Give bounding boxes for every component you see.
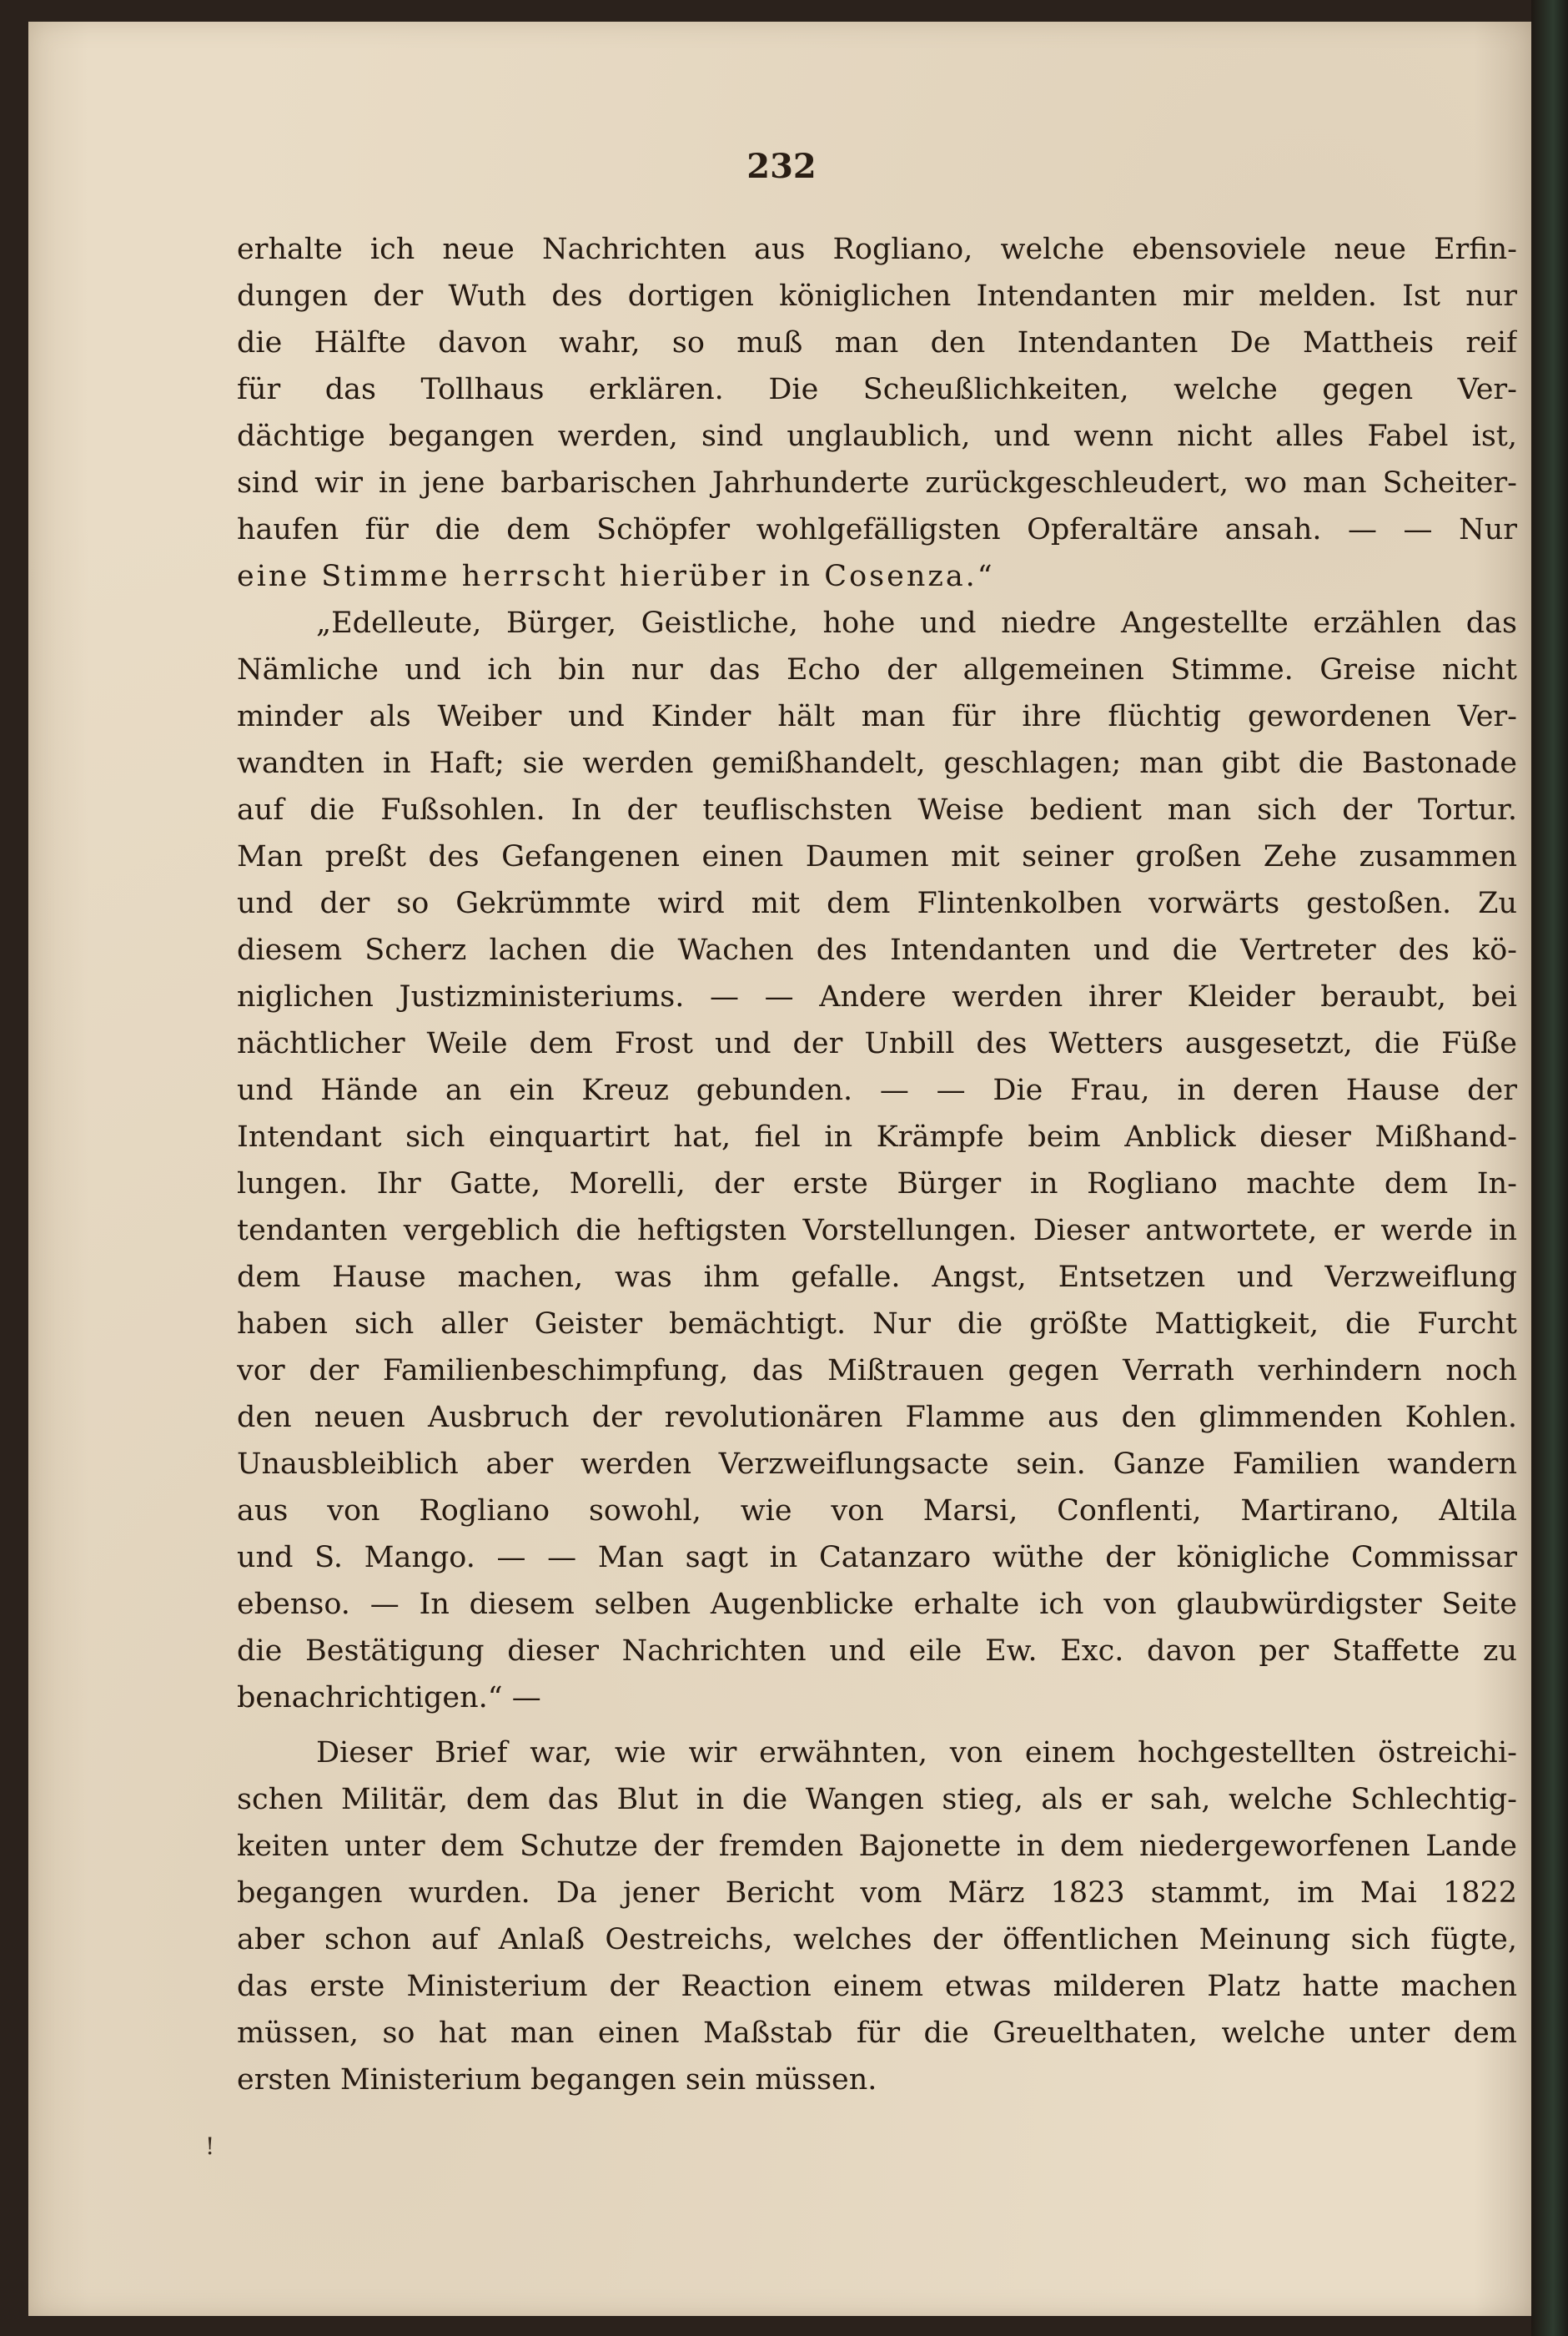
text-line: niglichen Justizministeriums. — — Andere werden ihrer Kleider beraubt, bei (237, 980, 1517, 1014)
text-line: müssen, so hat man einen Maßstab für die Greuelthaten, welche unter dem (237, 2016, 1517, 2050)
text-line: dungen der Wuth des dortigen königlichen Intendanten mir melden. Ist nur (237, 279, 1517, 313)
text-line: Nämliche und ich bin nur das Echo der allgemeinen Stimme. Greise nicht (237, 653, 1517, 687)
text-line: minder als Weiber und Kinder hält man für ihre flüchtig gewordenen Ver- (237, 700, 1517, 733)
text-line: lungen. Ihr Gatte, Morelli, der erste Bürger in Rogliano machte dem In- (237, 1167, 1517, 1201)
text-line: Dieser Brief war, wie wir erwähnten, von einem hochgestellten östreichi- (316, 1736, 1517, 1770)
text-line: ebenso. — In diesem selben Augenblicke erhalte ich von glaubwürdigster Seite (237, 1588, 1517, 1621)
text-line: Intendant sich einquartirt hat, fiel in Krämpfe beim Anblick dieser Mißhand- (237, 1120, 1517, 1154)
text-line: den neuen Ausbruch der revolutionären Flamme aus den glimmenden Kohlen. (237, 1401, 1517, 1434)
text-line: vor der Familienbeschimpfung, das Mißtrauen gegen Verrath verhindern noch (237, 1354, 1517, 1387)
text-line: begangen wurden. Da jener Bericht vom März 1823 stammt, im Mai 1822 (237, 1876, 1517, 1910)
text-line: dem Hause machen, was ihm gefalle. Angst, Entsetzen und Verzweiflung (237, 1261, 1517, 1294)
book-spine-edge (1531, 0, 1568, 2336)
text-line: eine Stimme herrscht hierüber in Cosenza.“ (237, 560, 995, 593)
text-line: aber schon auf Anlaß Oestreichs, welches der öffentlichen Meinung sich fügte, (237, 1923, 1517, 1956)
text-line: keiten unter dem Schutze der fremden Bajonette in dem niedergeworfenen Lande (237, 1830, 1517, 1863)
text-line: wandten in Haft; sie werden gemißhandelt, geschlagen; man gibt die Bastonade (237, 747, 1517, 780)
text-line: haben sich aller Geister bemächtigt. Nur die größte Mattigkeit, die Furcht (237, 1307, 1517, 1341)
paragraph (237, 600, 1517, 1721)
text-line: schen Militär, dem das Blut in die Wangen stieg, als er sah, welche Schlechtig- (237, 1783, 1517, 1816)
paragraph (237, 1729, 1517, 2103)
text-line: sind wir in jene barbarischen Jahrhunderte zurückgeschleudert, wo man Scheiter- (237, 466, 1517, 500)
book-page (28, 22, 1535, 2316)
text-line: nächtlicher Weile dem Frost und der Unbill des Wetters ausgesetzt, die Füße (237, 1027, 1517, 1060)
text-line: aus von Rogliano sowohl, wie von Marsi, Conflenti, Martirano, Altila (237, 1494, 1517, 1528)
text-line: tendanten vergeblich die heftigsten Vorstellungen. Dieser antwortete, er werde in (237, 1214, 1517, 1247)
text-line: Unausbleiblich aber werden Verzweiflungsacte sein. Ganze Familien wandern (237, 1447, 1517, 1481)
text-line: auf die Fußsohlen. In der teuflischsten Weise bedient man sich der Tortur. (237, 793, 1517, 827)
paragraph-gap (237, 1721, 1517, 1729)
text-line: und der so Gekrümmte wird mit dem Flintenkolben vorwärts gestoßen. Zu (237, 887, 1517, 920)
text-line: ersten Ministerium begangen sein müssen. (237, 2063, 877, 2097)
text-line: haufen für die dem Schöpfer wohlgefälligsten Opferaltäre ansah. — — Nur (237, 513, 1517, 546)
text-line: dächtige begangen werden, sind unglaublich, und wenn nicht alles Fabel ist, (237, 420, 1517, 453)
text-line: die Bestätigung dieser Nachrichten und eile Ew. Exc. davon per Staffette zu (237, 1634, 1517, 1668)
text-line: benachrichtigen.“ — (237, 1681, 541, 1714)
text-line: und S. Mango. — — Man sagt in Catanzaro wüthe der königliche Commissar (237, 1541, 1517, 1574)
text-line: „Edelleute, Bürger, Geistliche, hohe und niedre Angestellte erzählen das (316, 607, 1517, 640)
text-line: das erste Ministerium der Reaction einem etwas milderen Platz hatte machen (237, 1970, 1517, 2003)
text-line: die Hälfte davon wahr, so muß man den Intendanten De Mattheis reif (237, 326, 1517, 360)
body-text (237, 226, 1517, 2103)
text-line: Man preßt des Gefangenen einen Daumen mit seiner großen Zehe zusammen (237, 840, 1517, 873)
text-line: und Hände an ein Kreuz gebunden. — — Die Frau, in deren Hause der (237, 1074, 1517, 1107)
text-line: für das Tollhaus erklären. Die Scheußlichkeiten, welche gegen Ver- (237, 373, 1517, 406)
paragraph (237, 226, 1517, 600)
text-line: erhalte ich neue Nachrichten aus Rogliano, welche ebensoviele neue Erfin- (237, 233, 1517, 266)
page-number: 232 (746, 147, 817, 186)
footer-mark: ! (205, 2132, 215, 2160)
text-line: diesem Scherz lachen die Wachen des Intendanten und die Vertreter des kö- (237, 934, 1517, 967)
